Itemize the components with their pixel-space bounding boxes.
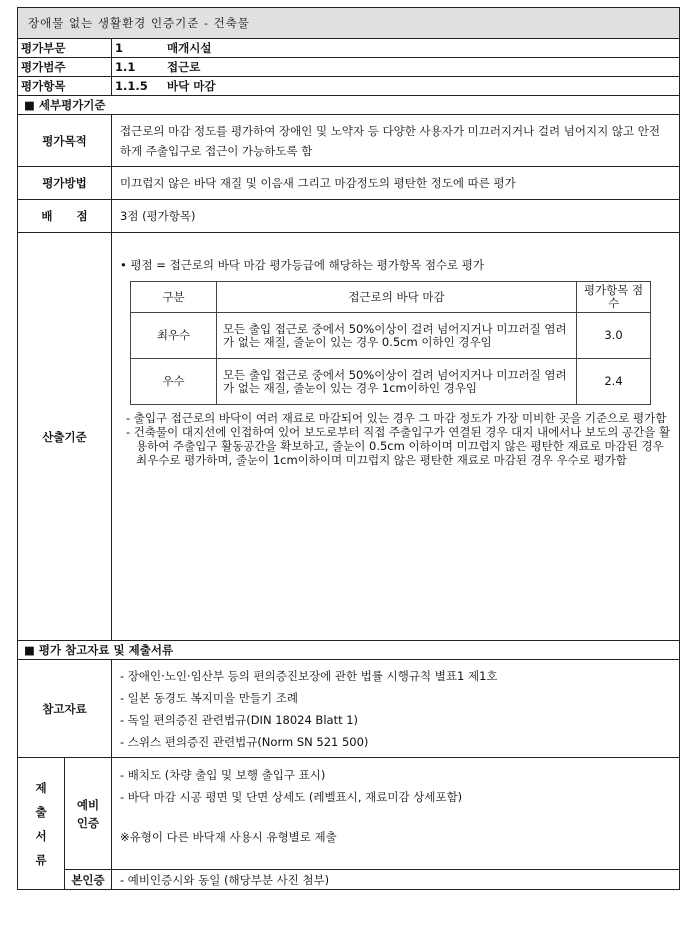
grade-cell: 우수 — [131, 359, 217, 405]
score-label: 배 점 — [18, 200, 112, 233]
submission-self-row — [18, 870, 680, 890]
points-cell: 3.0 — [577, 313, 651, 359]
reference-item: - 일본 동경도 복지미을 만들기 조례 — [120, 690, 298, 705]
purpose-text: 접근로의 마감 정도를 평가하여 장애인 및 노약자 등 다양한 사용자가 미끄러지거나 걸려 넘어지지 않고 안전하게 주출입구로 접근이 가능하도록 함 — [112, 115, 680, 167]
prelim-item: - 바닥 마감 시공 평면 및 단면 상세도 (레벨표시, 재료미감 상세포함) — [120, 790, 463, 804]
header-label: 평가항목 — [18, 77, 112, 96]
method-text: 미끄럽지 않은 바닥 재질 및 이음새 그리고 마감정도의 평탄한 정도에 따른 평가 — [112, 167, 680, 200]
header-value: 접근로 — [167, 60, 201, 74]
self-cert-label: 본인증 — [65, 870, 112, 890]
header-label: 평가부문 — [18, 39, 112, 58]
grade-header: 구분 — [131, 282, 217, 313]
prelim-item: - 배치도 (차량 출입 및 보행 출입구 표시) — [120, 768, 326, 782]
grade-cell: 최우수 — [131, 313, 217, 359]
purpose-row — [18, 115, 680, 167]
section-heading-criteria: ■ 세부평가기준 — [18, 96, 680, 115]
header-value: 바닥 마감 — [167, 79, 216, 93]
header-row-category — [18, 39, 680, 58]
header-row-item — [18, 77, 680, 96]
finish-cell: 모든 출입 접근로 중에서 50%이상이 걸려 넘어지거나 미끄러질 염려가 없는 재질, 줄눈이 있는 경우 1cm이하인 경우임 — [217, 359, 577, 405]
header-label: 평가범주 — [18, 58, 112, 77]
table-row — [131, 313, 651, 359]
reference-item: - 장애인·노인·임산부 등의 편의증진보장에 관한 법률 시행규칙 별표1 제1호 — [120, 668, 498, 683]
reference-item: - 독일 편의증진 관련법규(DIN 18024 Blatt 1) — [120, 712, 359, 727]
header-row-range — [18, 58, 680, 77]
section-heading-references: ■ 평가 참고자료 및 제출서류 — [18, 641, 680, 660]
reference-item: - 스위스 편의증진 관련법규(Norm SN 521 500) — [120, 734, 369, 749]
points-cell: 2.4 — [577, 359, 651, 405]
calc-row — [18, 233, 680, 641]
references-label: 참고자료 — [18, 660, 112, 758]
score-text: 3점 (평가항목) — [112, 200, 680, 233]
score-row — [18, 200, 680, 233]
table-row — [131, 359, 651, 405]
prelim-label: 예비 인증 — [65, 758, 112, 870]
document-title: 장애물 없는 생활환경 인증기준 - 건축물 — [18, 8, 680, 39]
submission-prelim-row — [18, 758, 680, 870]
calc-label: 산출기준 — [18, 233, 112, 641]
submission-label: 제 출 서 류 — [18, 758, 65, 890]
calc-intro: • 평점 = 접근로의 바닥 마감 평가등급에 해당하는 평가항목 점수로 평가 — [120, 258, 485, 272]
points-header: 평가항목 점수 — [577, 282, 651, 313]
grade-table — [130, 281, 651, 405]
method-label: 평가방법 — [18, 167, 112, 200]
purpose-label: 평가목적 — [18, 115, 112, 167]
finish-cell: 모든 출입 접근로 중에서 50%이상이 걸려 넘어지거나 미끄러질 염려가 없는 재질, 줄눈이 있는 경우 0.5cm 이하인 경우임 — [217, 313, 577, 359]
header-number: 1.1.5 — [115, 79, 148, 93]
self-cert-text: - 예비인증시와 동일 (해당부분 사진 첨부) — [112, 870, 680, 890]
header-number: 1.1 — [115, 60, 136, 74]
certification-sheet — [17, 7, 679, 890]
calc-note: - 건축물이 대지선에 인접하여 있어 보도로부터 직접 주출입구가 연결된 경우 대지 내에서나 보도의 공간을 활용하여 주출입구 활동공간을 확보하고, 줄눈이 0.5cm 이하이며 미끄럽지 않은 평탄한 재료로 마감된 경우 최우수로 평가하며, 줄눈이 1cm이하이며 미끄럽지 않은 평탄한 재료로 마감된 경우 우수로 평가함 — [126, 425, 671, 467]
calc-note: - 출입구 접근로의 바닥이 여러 재료로 마감되어 있는 경우 그 마감 정도가 가장 미비한 곳을 기준으로 평가함 — [126, 411, 667, 425]
prelim-note: ※유형이 다른 바닥재 사용시 유형별로 제출 — [120, 830, 337, 844]
method-row — [18, 167, 680, 200]
criteria-table — [17, 7, 680, 890]
header-number: 1 — [115, 41, 124, 55]
header-value: 매개시설 — [167, 41, 212, 55]
finish-header: 접근로의 바닥 마감 — [217, 282, 577, 313]
references-row — [18, 660, 680, 758]
